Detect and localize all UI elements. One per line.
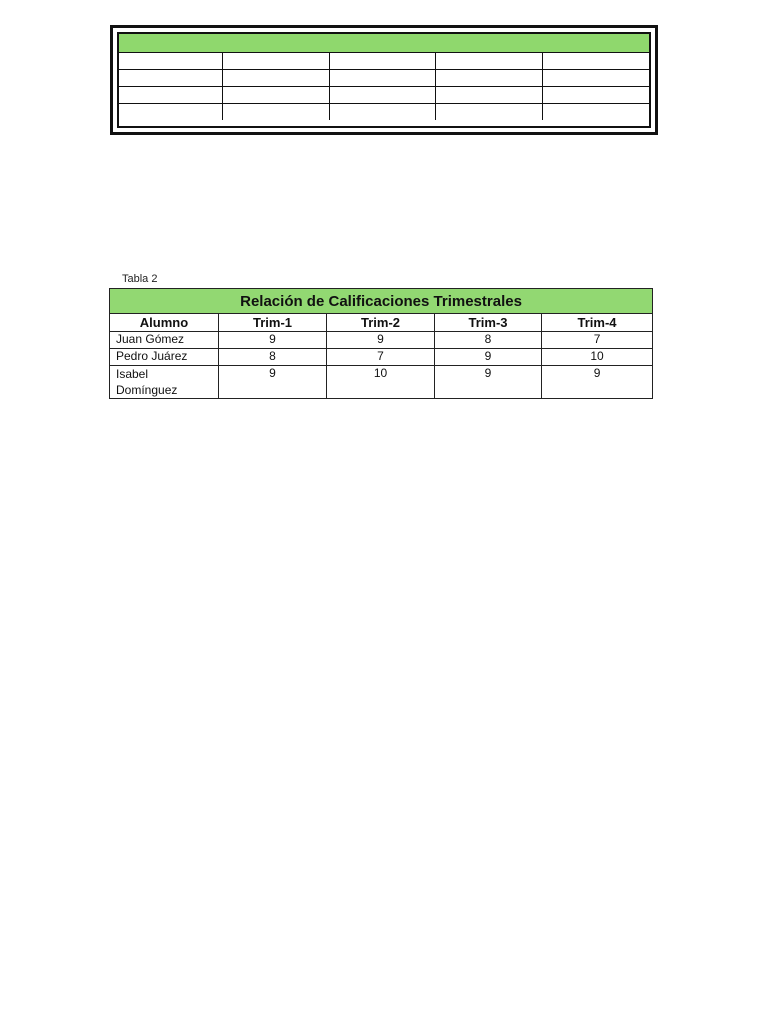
grade-cell: 9 [327,332,435,349]
empty-cell [543,104,649,121]
column-header-trim-2: Trim-2 [327,314,435,332]
header-row [110,314,653,332]
grade-cell: 9 [435,349,542,366]
grades-table-title: Relación de Calificaciones Trimestrales [110,289,653,314]
empty-cell [222,104,330,121]
column-header-trim-1: Trim-1 [219,314,327,332]
empty-cell [436,70,543,87]
empty-table-header-bar [119,34,649,53]
empty-table-grid [119,53,649,120]
table-row [119,87,649,104]
empty-cell [436,87,543,104]
column-header-trim-3: Trim-3 [435,314,542,332]
table-row [110,366,653,399]
empty-cell [543,87,649,104]
grade-cell: 7 [327,349,435,366]
empty-cell [119,70,222,87]
grade-cell: 8 [219,349,327,366]
table-row [119,70,649,87]
grades-table [109,288,653,399]
table-row [119,104,649,121]
grade-cell: 9 [542,366,653,399]
empty-cell [330,53,436,70]
grade-cell: 10 [327,366,435,399]
empty-cell [436,53,543,70]
student-name: Juan Gómez [110,332,219,349]
empty-cell [119,104,222,121]
grade-cell: 7 [542,332,653,349]
empty-table-outer-frame [110,25,658,135]
empty-cell [330,104,436,121]
empty-cell [436,104,543,121]
empty-cell [543,53,649,70]
empty-cell [222,70,330,87]
grade-cell: 9 [219,366,327,399]
empty-cell [222,53,330,70]
student-name: Pedro Juárez [110,349,219,366]
empty-cell [119,87,222,104]
column-header-alumno: Alumno [110,314,219,332]
empty-cell [543,70,649,87]
empty-cell [330,87,436,104]
empty-cell [222,87,330,104]
table-row [119,53,649,70]
table-row [110,349,653,366]
table-row [110,332,653,349]
empty-table [117,32,651,128]
grade-cell: 9 [219,332,327,349]
column-header-trim-4: Trim-4 [542,314,653,332]
student-name: Isabel Domínguez [110,366,219,399]
grade-cell: 9 [435,366,542,399]
grade-cell: 8 [435,332,542,349]
empty-cell [330,70,436,87]
grade-cell: 10 [542,349,653,366]
table-caption-fragment [122,273,174,287]
empty-cell [119,53,222,70]
caption-text: Tabla 2 [122,273,158,285]
